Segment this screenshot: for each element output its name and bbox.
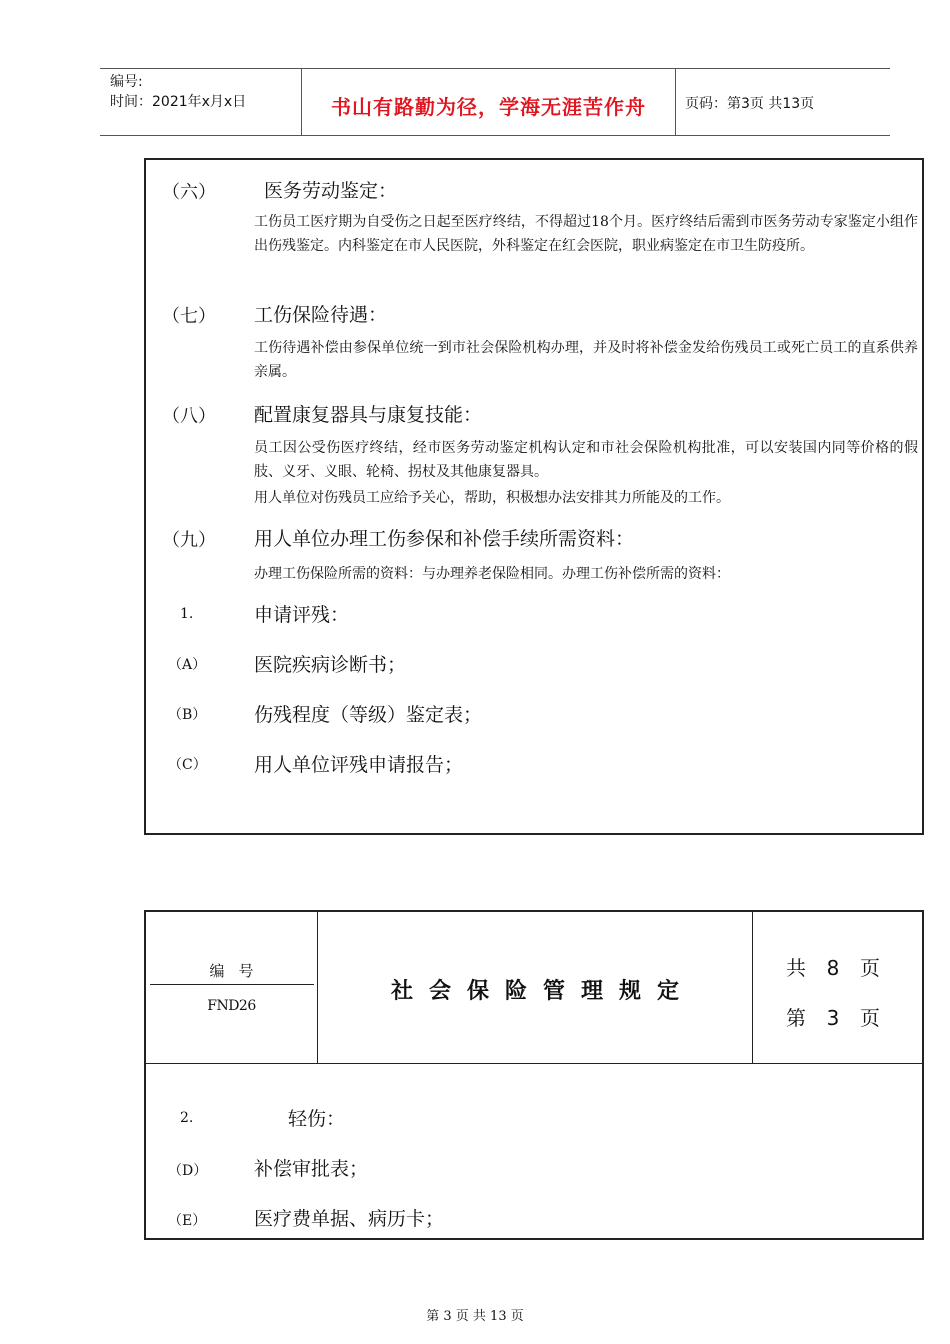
total-pages-label: 共 [786,956,806,980]
item-text: 轻伤： [288,1108,346,1130]
section-title: 工伤保险待遇： [254,304,388,326]
item-text: 医疗费单据、病历卡； [254,1208,445,1230]
section-body: 工伤员工医疗期为自受伤之日起至医疗终结，不得超过18个月。医疗终结后需到市医务劳动专家鉴定小组作出伤残鉴定。内科鉴定在市人民医院，外科鉴定在红会医院，职业病鉴定在市卫生防疫所。 [254,214,918,254]
item-number: 1. [180,606,194,622]
current-page [786,1002,880,1031]
total-pages-value: 8 [826,956,840,980]
current-page-value: 3 [826,1006,840,1030]
document-code: FND26 [207,998,256,1014]
section-body: 办理工伤保险所需的资料：与办理养老保险相同。办理工伤补偿所需的资料： [254,566,730,582]
content-box-1 [144,158,924,835]
item-number: 2. [180,1110,194,1126]
total-pages [786,952,880,981]
section-number: （八） [162,406,216,427]
header-code-label: 编号: [110,74,143,90]
divider [752,912,753,1064]
current-page-label: 第 [786,1006,806,1030]
item-text: 伤残程度（等级）鉴定表； [254,704,483,726]
item-number: （E） [168,1213,207,1229]
page-unit: 页 [860,956,880,980]
header-date: 时间：2021年x月x日 [110,94,247,110]
item-number: （C） [168,757,207,773]
item-number: （D） [168,1163,208,1179]
running-header [100,68,890,136]
item-text: 用人单位评残申请报告； [254,754,464,776]
document-title: 社会保险管理规定 [390,978,695,1004]
header-meta [110,72,246,112]
document-header-table [146,912,922,1064]
item-text: 补偿审批表； [254,1158,369,1180]
content-box-2 [144,910,924,1240]
section-number: （六） [162,182,216,203]
section-title: 用人单位办理工伤参保和补偿手续所需资料： [254,528,635,550]
item-text: 医院疾病诊断书； [254,654,407,676]
item-number: （B） [168,707,207,723]
section-title: 医务劳动鉴定： [264,180,398,202]
section-title: 配置康复器具与康复技能： [254,404,483,426]
divider [150,984,314,985]
section-body: 工伤待遇补偿由参保单位统一到市社会保险机构办理，并及时将补偿金发给伤残员工或死亡员工的直系供养亲属。 [254,340,918,380]
section-body: 员工因公受伤医疗终结，经市医务劳动鉴定机构认定和市社会保险机构批准，可以安装国内同等价格的假肢、义牙、义眼、轮椅、拐杖及其他康复器具。 [254,440,918,480]
item-text: 申请评残： [254,604,350,626]
header-divider [675,69,676,136]
document-code-label: 编号 [209,962,268,980]
page-unit: 页 [860,1006,880,1030]
section-number: （九） [162,530,216,551]
section-number: （七） [162,306,216,327]
section-body: 用人单位对伤残员工应给予关心，帮助，积极想办法安排其力所能及的工作。 [254,490,730,506]
header-motto: 书山有路勤为径，学海无涯苦作舟 [331,95,646,119]
item-number: （A） [168,657,207,673]
header-page-info: 页码：第3页 共13页 [685,96,815,112]
page-footer: 第 3 页 共 13 页 [426,1309,524,1324]
